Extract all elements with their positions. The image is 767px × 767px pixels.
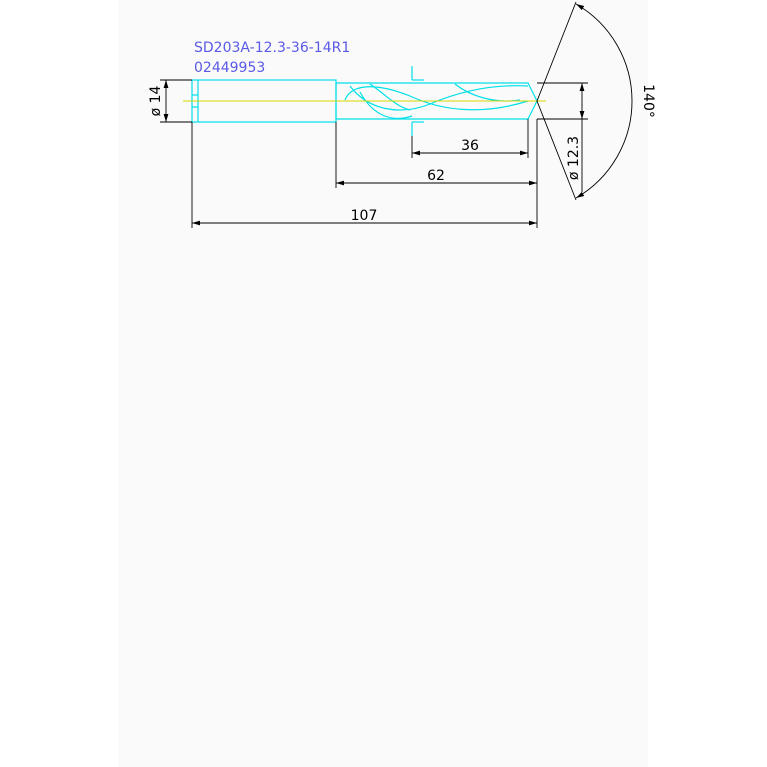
shank-diameter-label: ø 14 [148,85,164,117]
order-number-label: 02449953 [194,60,266,76]
flute-length-label: 36 [461,138,479,154]
point-angle-label: 140° [640,84,656,118]
overall-length-label: 107 [350,208,378,224]
drill-diameter-label: ø 12.3 [566,135,582,181]
part-number-label: SD203A-12.3-36-14R1 [194,40,351,56]
body-length-label: 62 [427,168,445,184]
flute-curve-1 [345,87,528,110]
dimension-lines [160,2,632,228]
